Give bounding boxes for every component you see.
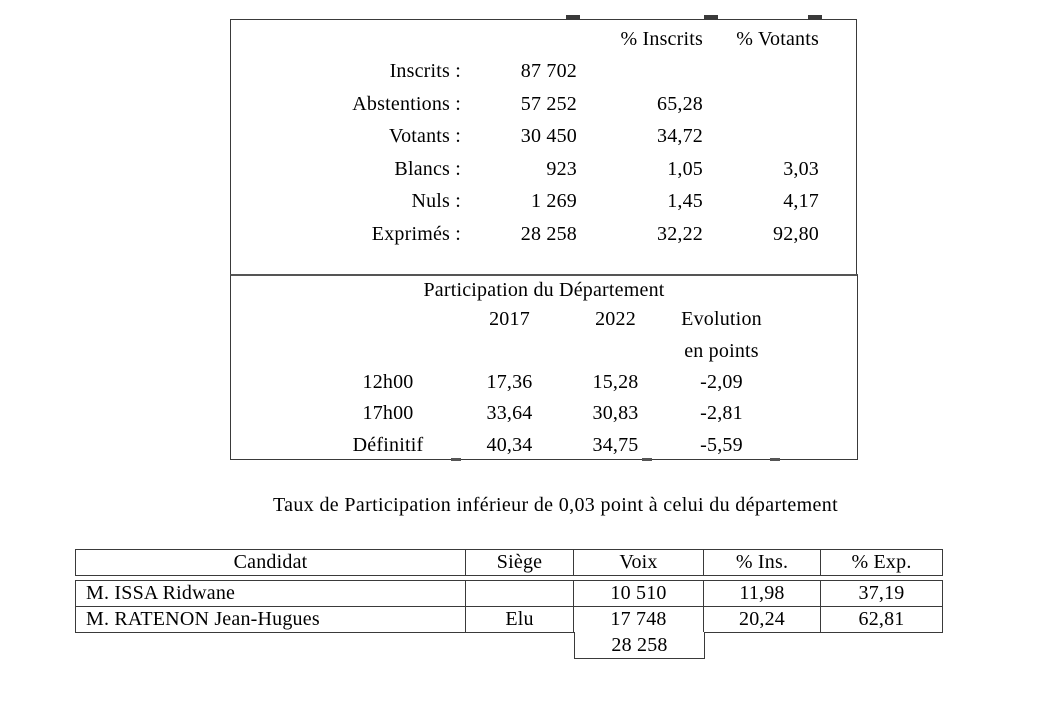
participation-row-definitif <box>231 430 857 461</box>
summary-row-votants <box>231 121 856 154</box>
participation-time-label: 12h00 <box>362 370 414 393</box>
summary-row-exprimes <box>231 218 856 251</box>
candidate-name: M. RATENON Jean-Hugues <box>76 607 466 632</box>
header-voix: Voix <box>574 550 704 575</box>
participation-2017-value: 40,34 <box>486 433 533 456</box>
summary-label: Inscrits : <box>389 60 461 83</box>
border-artifact-tick <box>642 458 652 461</box>
border-artifact-tick <box>770 458 780 461</box>
summary-row-blancs <box>231 153 856 186</box>
candidate-row <box>76 607 942 632</box>
summary-count: 30 450 <box>520 125 577 148</box>
summary-pct-inscrits: 32,22 <box>657 222 703 245</box>
candidate-siege: Elu <box>466 607 574 632</box>
summary-count: 923 <box>546 157 577 180</box>
summary-pct-votants: 3,03 <box>783 157 819 180</box>
border-artifact-tick <box>451 458 461 461</box>
summary-label: Nuls : <box>411 190 461 213</box>
year-header-2017: 2017 <box>489 308 530 331</box>
header-siege: Siège <box>466 550 574 575</box>
summary-row-inscrits <box>231 56 856 89</box>
summary-pct-votants: 4,17 <box>783 190 819 213</box>
candidate-name: M. ISSA Ridwane <box>76 581 466 606</box>
candidate-pct-exp: 62,81 <box>858 608 905 630</box>
participation-row-12h00 <box>231 367 857 398</box>
participation-time-label: Définitif <box>352 433 424 456</box>
total-voix-box <box>574 632 705 659</box>
header-pct-ins: % Ins. <box>704 550 821 575</box>
year-header-2022: 2022 <box>595 308 636 331</box>
summary-pct-inscrits: 34,72 <box>657 125 703 148</box>
summary-label: Votants : <box>389 125 461 148</box>
participation-2022-value: 30,83 <box>592 402 639 425</box>
participation-2022-value: 34,75 <box>592 433 639 456</box>
summary-pct-inscrits: 1,45 <box>667 190 703 213</box>
participation-header-row <box>231 304 857 335</box>
results-summary-table <box>230 19 857 275</box>
candidate-voix: 10 510 <box>574 581 704 606</box>
summary-header-pct-votants: % Votants <box>736 27 819 50</box>
summary-label: Abstentions : <box>352 92 461 115</box>
header-pct-exp: % Exp. <box>851 551 912 573</box>
summary-pct-inscrits: 1,05 <box>667 157 703 180</box>
header-candidat: Candidat <box>76 550 466 575</box>
candidates-header-row <box>75 549 943 576</box>
candidates-table-body <box>75 580 943 633</box>
evolution-subheader: en points <box>684 339 759 362</box>
participation-2017-value: 33,64 <box>486 402 533 425</box>
summary-pct-votants: 92,80 <box>773 222 819 245</box>
summary-count: 28 258 <box>520 222 577 245</box>
candidate-pct-ins: 20,24 <box>704 607 821 632</box>
summary-label: Blancs : <box>394 157 461 180</box>
participation-subheader-row <box>231 335 857 366</box>
participation-2022-value: 15,28 <box>592 370 639 393</box>
candidate-pct-exp: 37,19 <box>858 582 905 604</box>
candidate-row <box>76 581 942 607</box>
participation-evolution-value: -2,81 <box>700 402 743 425</box>
summary-row-abstentions <box>231 88 856 121</box>
summary-count: 87 702 <box>520 60 577 83</box>
candidate-pct-ins: 11,98 <box>704 581 821 606</box>
participation-2017-value: 17,36 <box>486 370 533 393</box>
candidate-siege <box>466 581 574 606</box>
summary-pct-inscrits: 65,28 <box>657 92 703 115</box>
evolution-header: Evolution <box>681 308 762 331</box>
participation-title: Participation du Département <box>423 278 665 301</box>
summary-header-row <box>231 23 856 56</box>
participation-evolution-value: -2,09 <box>700 370 743 393</box>
summary-count: 1 269 <box>531 190 577 213</box>
summary-row-nuls <box>231 186 856 219</box>
summary-count: 57 252 <box>520 92 577 115</box>
participation-evolution-value: -5,59 <box>700 433 743 456</box>
total-voix-value: 28 258 <box>611 633 668 656</box>
participation-note: Taux de Participation inférieur de 0,03 point à celui du département <box>273 494 838 516</box>
candidate-voix: 17 748 <box>574 607 704 632</box>
participation-time-label: 17h00 <box>362 402 414 425</box>
summary-label: Exprimés : <box>371 222 461 245</box>
participation-row-17h00 <box>231 398 857 429</box>
summary-header-pct-inscrits: % Inscrits <box>620 27 703 50</box>
participation-table <box>230 274 858 460</box>
